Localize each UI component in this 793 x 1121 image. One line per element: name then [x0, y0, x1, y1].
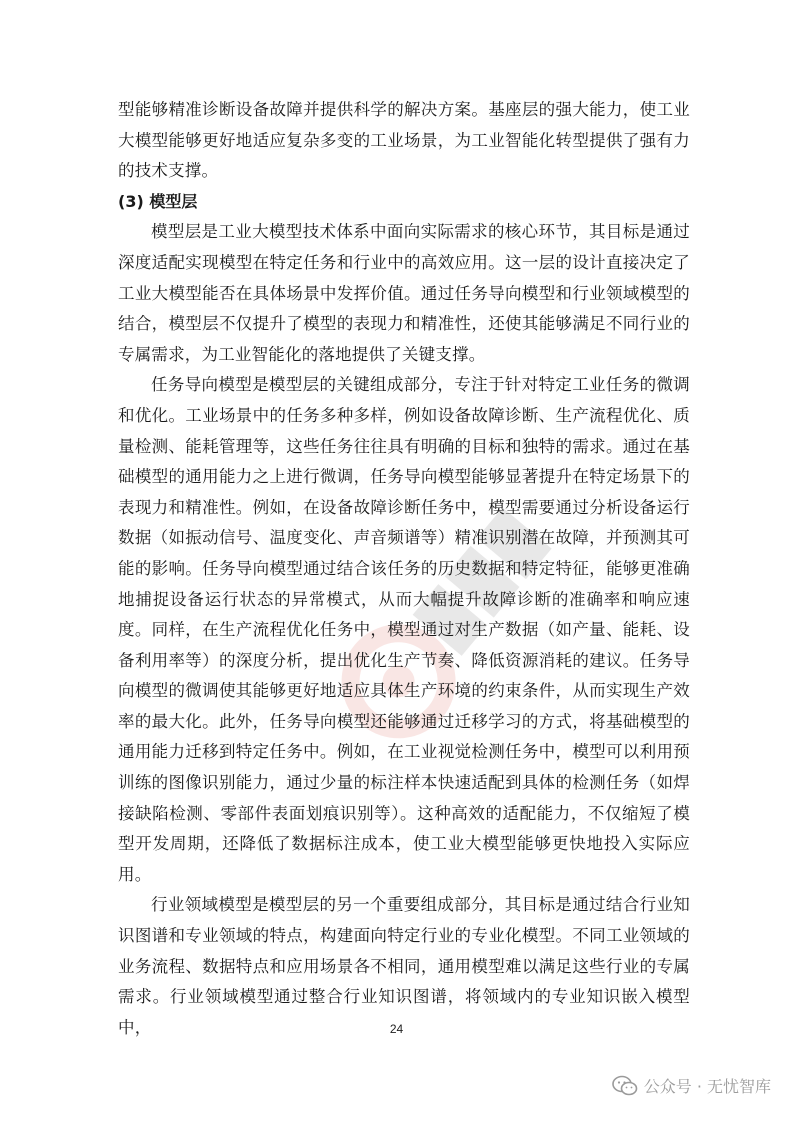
section-heading: (3) 模型层 [118, 191, 198, 211]
footer-brand-text: 公众号 · 无忧智库 [643, 1077, 771, 1096]
footer-brand [612, 1074, 771, 1097]
wechat-icon [612, 1075, 638, 1097]
document-body [118, 95, 690, 1043]
page-number: 24 [389, 1022, 404, 1036]
paragraph-industry-domain: 行业领域模型是模型层的另一个重要组成部分，其目标是通过结合行业知识图谱和专业领域的特点，构建面向特定行业的专业化模型。不同工业领域的业务流程、数据特点和应用场景各不相同，通用模型难以满足这些行业的专属需求。行业领域模型通过整合行业知识图谱，将领域内的专业知识嵌入模型中， [118, 895, 690, 1037]
paragraph-model-layer: 模型层是工业大模型技术体系中面向实际需求的核心环节，其目标是通过深度适配实现模型在特定任务和行业中的高效应用。这一层的设计直接决定了工业大模型能否在具体场景中发挥价值。通过任务导向模型和行业领域模型的结合，模型层不仅提升了模型的表现力和精准性，还使其能够满足不同行业的专属需求，为工业智能化的落地提供了关键支撑。 [118, 222, 690, 364]
paragraph-continued: 型能够精准诊断设备故障并提供科学的解决方案。基座层的强大能力，使工业大模型能够更好地适应复杂多变的工业场景，为工业智能化转型提供了强有力的技术支撑。 [118, 100, 690, 181]
paragraph-task-oriented: 任务导向模型是模型层的关键组成部分，专注于针对特定工业任务的微调和优化。工业场景中的任务多种多样，例如设备故障诊断、生产流程优化、质量检测、能耗管理等，这些任务往往具有明确的目标和独特的需求。通过在基础模型的通用能力之上进行微调，任务导向模型能够显著提升在特定场景下的表现力和精准性。例如，在设备故障诊断任务中，模型需要通过分析设备运行数据（如振动信号、温度变化、声音频谱等）精准识别潜在故障，并预测其可能的影响。任务导向模型通过结合该任务的历史数据和特定特征，能够更准确地捕捉设备运行状态的异常模式，从而大幅提升故障诊断的准确率和响应速度。同样，在生产流程优化任务中，模型通过对生产数据（如产量、能耗、设备利用率等）的深度分析，提出优化生产节奏、降低资源消耗的建议。任务导向模型的微调使其能够更好地适应具体生产环境的约束条件，从而实现生产效率的最大化。此外，任务导向模型还能够通过迁移学习的方式，将基础模型的通用能力迁移到特定任务中。例如，在工业视觉检测任务中，模型可以利用预训练的图像识别能力，通过少量的标注样本快速适配到具体的检测任务（如焊接缺陷检测、零部件表面划痕识别等）。这种高效的适配能力，不仅缩短了模型开发周期，还降低了数据标注成本，使工业大模型能够更快地投入实际应用。 [118, 375, 690, 884]
